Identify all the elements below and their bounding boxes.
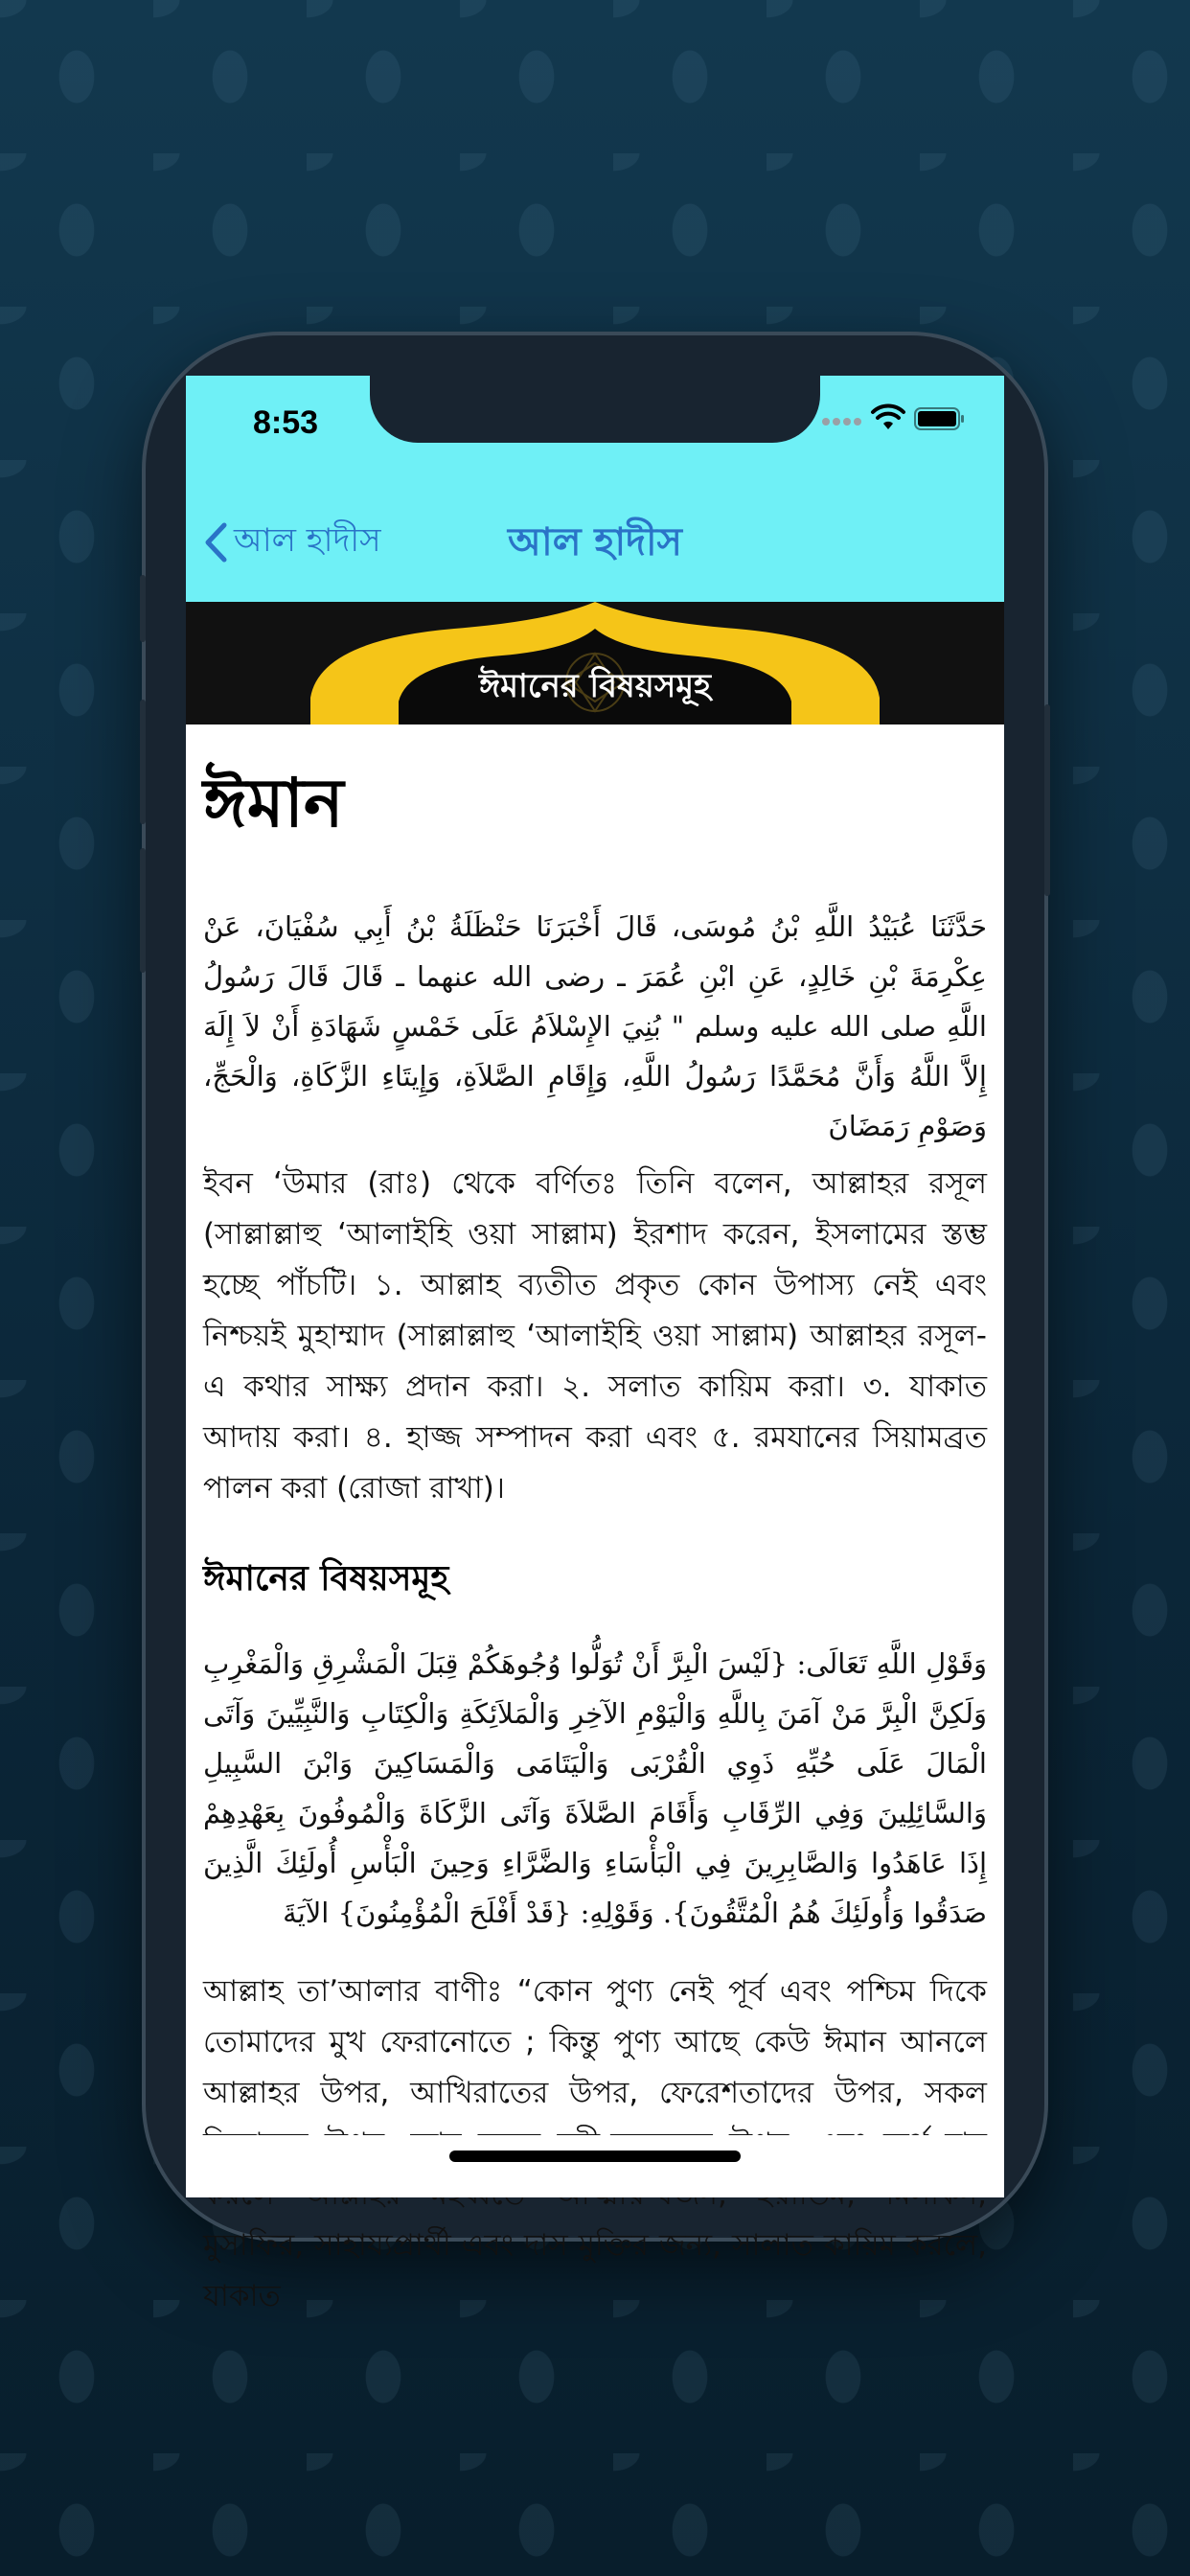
section-arabic-text: وَقَوْلِ اللَّهِ تَعَالَى: {لَيْسَ الْبِرَّ أَنْ تُوَلُّوا وُجُوهَكُمْ قِبَلَ الْمَشْرِقِ وَالْمَغْرِبِ وَلَكِنَّ الْبِرَّ مَنْ آمَنَ بِاللَّهِ وَالْيَوْمِ الآخِرِ وَالْمَلاَئِكَةِ وَالْكِتَابِ وَالنَّبِيِّينَ وَآتَى الْمَالَ عَلَى حُبِّهِ ذَوِي الْقُرْبَى وَالْيَتَامَى وَالْمَسَاكِينَ وَابْنَ السَّبِيلِ وَالسَّائِلِينَ وَفِي الرِّقَابِ وَأَقَامَ الصَّلاَةَ وَآتَى الزَّكَاةَ وَالْمُوفُونَ بِعَهْدِهِمْ إِذَا عَاهَدُوا وَالصَّابِرِينَ فِي الْبَأْسَاءِ وَالضَّرَّاءِ وَحِينَ الْبَأْسِ أُولَئِكَ الَّذِينَ صَدَقُوا وَأُولَئِكَ هُمُ الْمُتَّقُونَ}. وَقَوْلِهِ: {قَدْ أَفْلَحَ الْمُؤْمِنُونَ} الآيَةَ bbox=[203, 1647, 987, 1929]
notch bbox=[370, 376, 820, 443]
power-button bbox=[1044, 704, 1050, 896]
back-button-label: আল হাদীস bbox=[234, 520, 381, 560]
volume-down-button bbox=[140, 848, 146, 973]
wifi-icon bbox=[872, 406, 904, 431]
page-title: ঈমান bbox=[203, 764, 344, 842]
hadith-arabic-text: حَدَّثَنَا عُبَيْدُ اللَّهِ بْنُ مُوسَى، قَالَ أَخْبَرَنَا حَنْظَلَةُ بْنُ أَبِي سُفْيَانَ، عَنْ عِكْرِمَةَ بْنِ خَالِدٍ، عَنِ ابْنِ عُمَرَ ـ رضى الله عنهما ـ قَالَ قَالَ رَسُولُ اللَّهِ صلى الله عليه وسلم " بُنِيَ الإِسْلاَمُ عَلَى خَمْسٍ شَهَادَةِ أَنْ لاَ إِلَهَ إِلاَّ اللَّهُ وَأَنَّ مُحَمَّدًا رَسُولُ اللَّهِ، وَإِقَامِ الصَّلاَةِ، وَإِيتَاءِ الزَّكَاةِ، وَالْحَجِّ، وَصَوْمِ رَمَضَانَ bbox=[203, 910, 987, 1142]
nav-title: আল হাদীস bbox=[508, 520, 682, 564]
phone-frame bbox=[146, 335, 1044, 2313]
section-bengali-translation: আল্লাহ তা’আলার বাণীঃ “কোন পুণ্য নেই পূর্ব এবং পশ্চিম দিকে তোমাদের মুখ ফেরানোতে ; কিন্তু পুণ্য আছে কেউ ঈমান আনলে আল্লাহর উপর, আখিরাতের উপর, ফেরেশতাদের উপর, সকল মুসাফির, সাহায্যপ্রার্থী এবং দাস মুক্তির জন্য, সালাত কায়িম করলে, যাকাত bbox=[203, 1974, 987, 2313]
home-indicator-area bbox=[186, 2135, 1004, 2197]
status-time: 8:53 bbox=[253, 404, 319, 441]
hadith-bengali-translation: ইবন ‘উমার (রাঃ) থেকে বর্ণিতঃ তিনি বলেন, আল্লাহর রসূল (সাল্লাল্লাহু ‘আলাইহি ওয়া সাল্লাম) ইরশাদ করেন, ইসলামের স্তম্ভ হচ্ছে পাঁচটি। ১. আল্লাহ ব্যতীত প্রকৃত কোন উপাস্য নেই এবং নিশ্চয়ই মুহাম্মাদ (সাল্লাল্লাহু ‘আলাইহি ওয়া সাল্লাম) আল্লাহর রসূল-এ কথার সাক্ষ্য প্রদান করা। ২. সলাত কায়িম করা। ৩. যাকাত আদায় করা। ৪. হাজ্জ সম্পাদন করা এবং ৫. রমযানের সিয়ামব্রত পালন করা (রোজা রাখা)। bbox=[203, 1166, 987, 1506]
volume-up-button bbox=[140, 700, 146, 824]
hadith-content[interactable] bbox=[186, 724, 1004, 2313]
home-indicator[interactable] bbox=[449, 2150, 741, 2162]
mute-switch bbox=[140, 575, 146, 642]
status-icons bbox=[822, 406, 966, 431]
battery-icon bbox=[914, 406, 966, 431]
banner-title: ঈমানের বিষয়সমূহ bbox=[478, 667, 712, 705]
navigation-bar bbox=[186, 483, 1004, 602]
section-banner bbox=[186, 602, 1004, 724]
signal-icon bbox=[822, 408, 862, 429]
screen bbox=[186, 376, 1004, 2313]
section-title: ঈমানের বিষয়সমূহ bbox=[203, 1559, 449, 1598]
